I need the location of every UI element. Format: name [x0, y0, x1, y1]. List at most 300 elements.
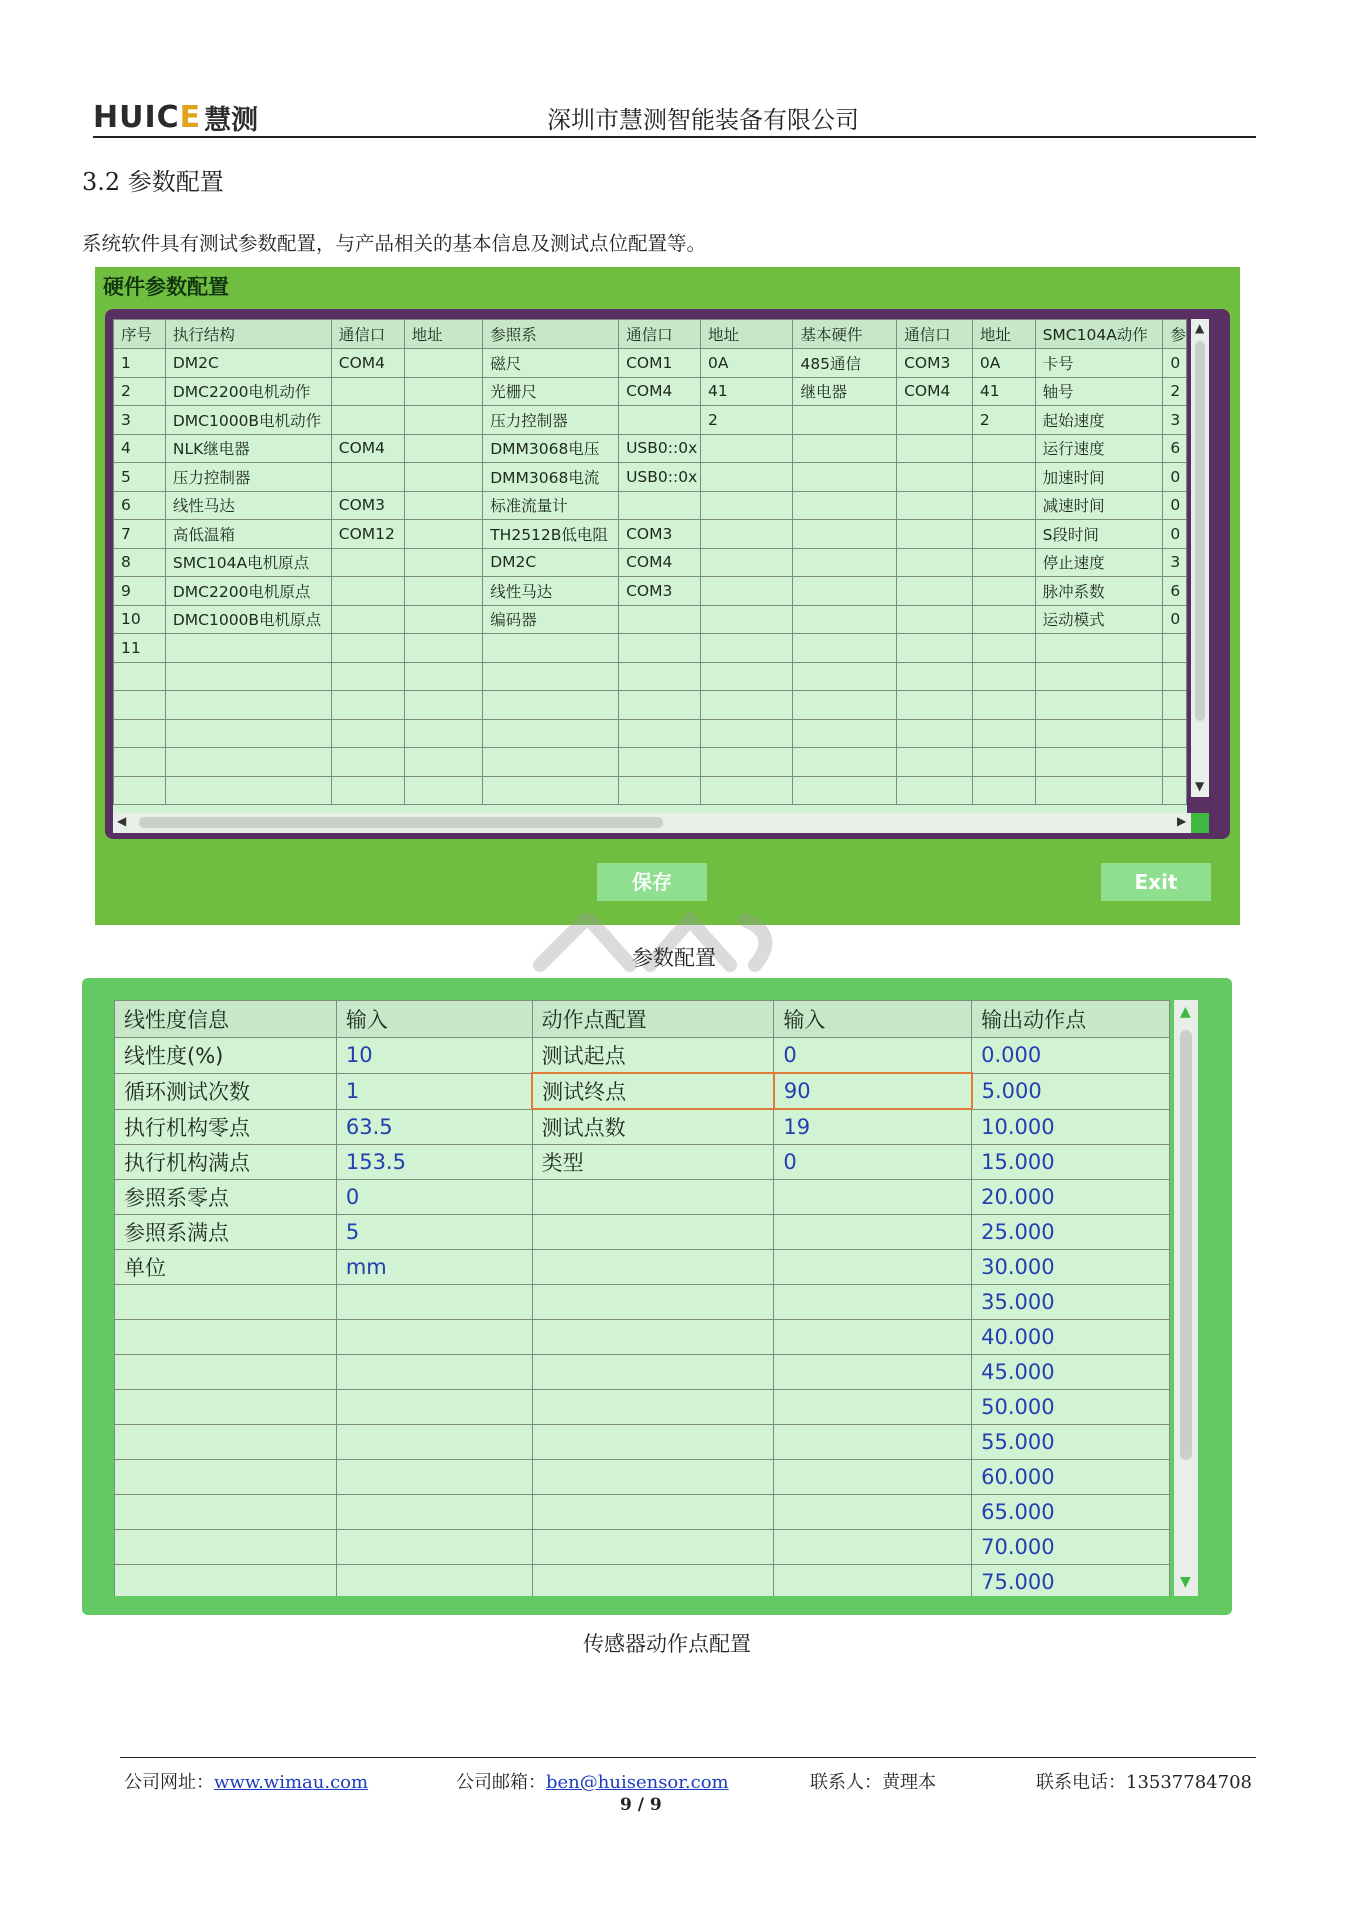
- table-row[interactable]: [115, 1390, 1170, 1425]
- column-header[interactable]: 地址: [972, 320, 1035, 349]
- footer-contact: 联系人：黄理本: [810, 1772, 936, 1793]
- table-cell[interactable]: 脉冲系数: [1035, 577, 1163, 606]
- table-row[interactable]: [115, 1180, 1170, 1215]
- column-header[interactable]: 线性度信息: [115, 1001, 337, 1038]
- table-cell[interactable]: COM4: [331, 349, 404, 378]
- table-cell[interactable]: [404, 548, 483, 577]
- table-row[interactable]: [114, 349, 1187, 378]
- table-cell[interactable]: [793, 434, 897, 463]
- input-cell[interactable]: [336, 1460, 532, 1495]
- table-cell[interactable]: [404, 463, 483, 492]
- table-cell[interactable]: COM4: [331, 434, 404, 463]
- table-cell[interactable]: 0A: [972, 349, 1035, 378]
- table-cell[interactable]: 41: [972, 377, 1035, 406]
- column-header[interactable]: 输入: [336, 1001, 532, 1038]
- input-cell[interactable]: [336, 1285, 532, 1320]
- table-cell[interactable]: [483, 691, 619, 720]
- table-cell[interactable]: [897, 463, 973, 492]
- table-cell[interactable]: 继电器: [793, 377, 897, 406]
- table-cell[interactable]: 线性马达: [165, 491, 331, 520]
- table-row[interactable]: [114, 691, 1187, 720]
- input-cell[interactable]: [774, 1285, 972, 1320]
- table-cell[interactable]: 41: [701, 377, 793, 406]
- table-cell[interactable]: [331, 748, 404, 777]
- table-cell[interactable]: COM3: [619, 577, 701, 606]
- input-cell[interactable]: mm: [336, 1250, 532, 1285]
- table-cell[interactable]: 485通信: [793, 349, 897, 378]
- table-cell[interactable]: [793, 634, 897, 663]
- hardware-config-title: 硬件参数配置: [103, 275, 229, 299]
- scroll-right-icon[interactable]: ▶: [1177, 814, 1187, 828]
- scrollbar-thumb[interactable]: [1195, 341, 1205, 721]
- column-header[interactable]: 地址: [404, 320, 483, 349]
- table-cell[interactable]: [114, 719, 166, 748]
- table-cell[interactable]: [1035, 691, 1163, 720]
- table-cell[interactable]: [701, 634, 793, 663]
- input-cell[interactable]: [336, 1530, 532, 1565]
- table-cell[interactable]: [114, 748, 166, 777]
- table-cell[interactable]: [619, 719, 701, 748]
- table-cell[interactable]: [165, 719, 331, 748]
- table-cell[interactable]: COM4: [619, 377, 701, 406]
- input-cell[interactable]: [336, 1495, 532, 1530]
- table-cell[interactable]: [793, 748, 897, 777]
- table-cell[interactable]: DMC2200电机动作: [165, 377, 331, 406]
- table-cell[interactable]: 9: [114, 577, 166, 606]
- table-cell[interactable]: [1035, 634, 1163, 663]
- input-cell[interactable]: [774, 1425, 972, 1460]
- table-cell[interactable]: [701, 605, 793, 634]
- column-header[interactable]: 执行结构: [165, 320, 331, 349]
- table-cell[interactable]: [483, 634, 619, 663]
- table-cell[interactable]: [404, 748, 483, 777]
- scrollbar-thumb[interactable]: [139, 817, 663, 828]
- table-cell[interactable]: [404, 605, 483, 634]
- table-cell[interactable]: [972, 577, 1035, 606]
- email-link[interactable]: ben@huisensor.com: [546, 1772, 729, 1793]
- input-cell[interactable]: [774, 1215, 972, 1250]
- table-cell[interactable]: [793, 406, 897, 435]
- table-cell[interactable]: [1163, 662, 1187, 691]
- table-cell[interactable]: COM4: [619, 548, 701, 577]
- table-row[interactable]: [114, 577, 1187, 606]
- input-cell[interactable]: 5: [336, 1215, 532, 1250]
- input-cell[interactable]: [774, 1530, 972, 1565]
- table-cell[interactable]: 0: [1163, 491, 1187, 520]
- table-cell[interactable]: [1035, 719, 1163, 748]
- table-cell[interactable]: [793, 776, 897, 805]
- input-cell[interactable]: [774, 1355, 972, 1390]
- table-cell[interactable]: TH2512B低电阻: [483, 520, 619, 549]
- input-cell[interactable]: [774, 1180, 972, 1215]
- table-cell[interactable]: SMC104A电机原点: [165, 548, 331, 577]
- table-cell[interactable]: [972, 662, 1035, 691]
- table-cell[interactable]: [404, 776, 483, 805]
- table-cell[interactable]: [897, 577, 973, 606]
- table-cell[interactable]: [793, 463, 897, 492]
- table-row[interactable]: [114, 748, 1187, 777]
- input-cell[interactable]: 0: [774, 1038, 972, 1074]
- table-cell[interactable]: [331, 548, 404, 577]
- input-cell[interactable]: [774, 1460, 972, 1495]
- table-cell[interactable]: [619, 776, 701, 805]
- table-cell[interactable]: DMC1000B电机原点: [165, 605, 331, 634]
- table-cell[interactable]: [619, 748, 701, 777]
- table-row[interactable]: [114, 434, 1187, 463]
- table-cell[interactable]: 3: [1163, 406, 1187, 435]
- table-cell[interactable]: [897, 748, 973, 777]
- input-cell[interactable]: [774, 1250, 972, 1285]
- table-cell[interactable]: [701, 719, 793, 748]
- table-row[interactable]: [115, 1495, 1170, 1530]
- table-cell[interactable]: [165, 748, 331, 777]
- table-cell[interactable]: [404, 377, 483, 406]
- input-cell[interactable]: 10: [336, 1038, 532, 1074]
- table-cell[interactable]: [897, 634, 973, 663]
- table-cell[interactable]: [897, 434, 973, 463]
- column-header[interactable]: SMC104A动作: [1035, 320, 1163, 349]
- input-cell[interactable]: [336, 1425, 532, 1460]
- table-cell[interactable]: [114, 662, 166, 691]
- table-cell[interactable]: [793, 662, 897, 691]
- table-cell[interactable]: [701, 748, 793, 777]
- table-cell[interactable]: [619, 605, 701, 634]
- table-cell[interactable]: [404, 691, 483, 720]
- table-cell[interactable]: S段时间: [1035, 520, 1163, 549]
- table-cell[interactable]: 停止速度: [1035, 548, 1163, 577]
- table-cell[interactable]: 编码器: [483, 605, 619, 634]
- table-row[interactable]: [114, 719, 1187, 748]
- table-cell[interactable]: [897, 548, 973, 577]
- table-row[interactable]: [114, 463, 1187, 492]
- input-cell[interactable]: 63.5: [336, 1109, 532, 1145]
- table-cell[interactable]: COM1: [619, 349, 701, 378]
- table-cell[interactable]: [897, 776, 973, 805]
- input-cell[interactable]: [774, 1320, 972, 1355]
- table-cell[interactable]: [331, 662, 404, 691]
- table-cell[interactable]: 0: [1163, 520, 1187, 549]
- table-cell[interactable]: [701, 463, 793, 492]
- table-cell[interactable]: [619, 406, 701, 435]
- table-row[interactable]: [114, 605, 1187, 634]
- table-cell[interactable]: [972, 691, 1035, 720]
- table-row[interactable]: [114, 634, 1187, 663]
- table-cell[interactable]: 加速时间: [1035, 463, 1163, 492]
- table-row[interactable]: [115, 1109, 1170, 1145]
- table-cell[interactable]: [897, 520, 973, 549]
- label-cell: 测试起点: [532, 1038, 774, 1074]
- table-row[interactable]: [115, 1460, 1170, 1495]
- table-cell[interactable]: [483, 748, 619, 777]
- table-cell[interactable]: 卡号: [1035, 349, 1163, 378]
- table-cell[interactable]: 光栅尺: [483, 377, 619, 406]
- table-cell[interactable]: [897, 605, 973, 634]
- table-cell[interactable]: 3: [1163, 548, 1187, 577]
- table-row[interactable]: [114, 406, 1187, 435]
- table-cell[interactable]: [972, 605, 1035, 634]
- input-cell[interactable]: 90: [774, 1073, 972, 1109]
- table-cell[interactable]: [331, 691, 404, 720]
- table-cell[interactable]: [331, 577, 404, 606]
- output-point-cell: 55.000: [972, 1425, 1170, 1460]
- input-cell[interactable]: [336, 1320, 532, 1355]
- input-cell[interactable]: [774, 1390, 972, 1425]
- website-link[interactable]: www.wimau.com: [214, 1772, 369, 1793]
- table-cell[interactable]: 3: [114, 406, 166, 435]
- table-cell[interactable]: COM3: [897, 349, 973, 378]
- table-cell[interactable]: [404, 662, 483, 691]
- table-cell[interactable]: [972, 748, 1035, 777]
- table-cell[interactable]: USB0::0x: [619, 434, 701, 463]
- scroll-up-icon[interactable]: ▲: [1180, 1004, 1191, 1020]
- table-cell[interactable]: 6: [114, 491, 166, 520]
- table-row[interactable]: [115, 1038, 1170, 1074]
- column-header[interactable]: 通信口: [331, 320, 404, 349]
- page-footer: [120, 1757, 1256, 1793]
- footer-website: 公司网址：www.wimau.com: [124, 1772, 369, 1793]
- table-cell[interactable]: [404, 434, 483, 463]
- table-cell[interactable]: 1: [114, 349, 166, 378]
- table-cell[interactable]: [1035, 748, 1163, 777]
- table-cell[interactable]: 2: [972, 406, 1035, 435]
- table-cell[interactable]: 0: [1163, 605, 1187, 634]
- column-header[interactable]: 基本硬件: [793, 320, 897, 349]
- table-row[interactable]: [115, 1565, 1170, 1597]
- table-cell[interactable]: [619, 634, 701, 663]
- table-cell[interactable]: 减速时间: [1035, 491, 1163, 520]
- scroll-down-icon[interactable]: ▼: [1180, 1574, 1191, 1590]
- table-row[interactable]: [115, 1355, 1170, 1390]
- table-cell[interactable]: [701, 548, 793, 577]
- table-cell[interactable]: [701, 577, 793, 606]
- table-row[interactable]: [115, 1320, 1170, 1355]
- table-cell[interactable]: [793, 520, 897, 549]
- column-header[interactable]: 输出动作点: [972, 1001, 1170, 1038]
- table-cell[interactable]: [404, 577, 483, 606]
- table-row[interactable]: [115, 1250, 1170, 1285]
- table-cell[interactable]: [701, 691, 793, 720]
- table-cell[interactable]: [114, 776, 166, 805]
- table-cell[interactable]: [1163, 691, 1187, 720]
- input-cell[interactable]: [336, 1565, 532, 1597]
- column-header[interactable]: 通信口: [619, 320, 701, 349]
- table-cell[interactable]: COM4: [897, 377, 973, 406]
- input-cell[interactable]: 1: [336, 1073, 532, 1109]
- table-cell[interactable]: [793, 719, 897, 748]
- table-cell[interactable]: 5: [114, 463, 166, 492]
- table-cell[interactable]: 10: [114, 605, 166, 634]
- table-cell[interactable]: [701, 662, 793, 691]
- input-cell[interactable]: [774, 1495, 972, 1530]
- table-cell[interactable]: [897, 491, 973, 520]
- table-cell[interactable]: [331, 377, 404, 406]
- table-cell[interactable]: [404, 406, 483, 435]
- table-cell[interactable]: 标准流量计: [483, 491, 619, 520]
- table-cell[interactable]: [404, 349, 483, 378]
- hardware-vertical-scrollbar[interactable]: [1191, 319, 1209, 797]
- table-row[interactable]: [115, 1215, 1170, 1250]
- table-cell[interactable]: [331, 719, 404, 748]
- table-cell[interactable]: USB0::0x: [619, 463, 701, 492]
- table-row[interactable]: [114, 662, 1187, 691]
- input-cell[interactable]: 0: [774, 1145, 972, 1180]
- input-cell[interactable]: [336, 1390, 532, 1425]
- table-cell[interactable]: [972, 634, 1035, 663]
- input-cell[interactable]: 19: [774, 1109, 972, 1145]
- hardware-horizontal-scrollbar[interactable]: [113, 813, 1191, 833]
- table-cell[interactable]: 磁尺: [483, 349, 619, 378]
- table-cell[interactable]: 0: [1163, 463, 1187, 492]
- table-cell[interactable]: [619, 662, 701, 691]
- table-cell[interactable]: [701, 434, 793, 463]
- table-cell[interactable]: [897, 662, 973, 691]
- table-cell[interactable]: [897, 719, 973, 748]
- save-button[interactable]: 保存: [597, 863, 707, 901]
- column-header[interactable]: 地址: [701, 320, 793, 349]
- table-cell[interactable]: [331, 634, 404, 663]
- column-header[interactable]: 序号: [114, 320, 166, 349]
- table-cell[interactable]: 线性马达: [483, 577, 619, 606]
- table-cell[interactable]: 压力控制器: [165, 463, 331, 492]
- table-cell[interactable]: 2: [1163, 377, 1187, 406]
- table-row[interactable]: [114, 377, 1187, 406]
- table-cell[interactable]: [1035, 776, 1163, 805]
- column-header[interactable]: 输入: [774, 1001, 972, 1038]
- table-cell[interactable]: [972, 463, 1035, 492]
- table-cell[interactable]: [793, 577, 897, 606]
- table-cell[interactable]: [331, 776, 404, 805]
- table-cell[interactable]: [331, 406, 404, 435]
- output-point-cell: 45.000: [972, 1355, 1170, 1390]
- table-cell[interactable]: DMC2200电机原点: [165, 577, 331, 606]
- table-cell[interactable]: [793, 691, 897, 720]
- scroll-up-icon[interactable]: ▲: [1195, 321, 1205, 335]
- table-cell[interactable]: [972, 520, 1035, 549]
- table-cell[interactable]: [619, 691, 701, 720]
- table-cell[interactable]: [701, 491, 793, 520]
- table-cell[interactable]: [404, 719, 483, 748]
- table-cell[interactable]: NLK继电器: [165, 434, 331, 463]
- table-cell[interactable]: [165, 691, 331, 720]
- table-cell[interactable]: [1163, 634, 1187, 663]
- table-row[interactable]: [115, 1530, 1170, 1565]
- table-cell[interactable]: 0A: [701, 349, 793, 378]
- table-cell[interactable]: [619, 491, 701, 520]
- table-cell[interactable]: COM3: [619, 520, 701, 549]
- table-row[interactable]: [115, 1285, 1170, 1320]
- table-cell[interactable]: [972, 776, 1035, 805]
- column-header[interactable]: 参照系: [483, 320, 619, 349]
- table-cell[interactable]: [897, 406, 973, 435]
- output-point-cell: 50.000: [972, 1390, 1170, 1425]
- input-cell[interactable]: 0: [336, 1180, 532, 1215]
- input-cell[interactable]: [336, 1355, 532, 1390]
- table-cell[interactable]: 0: [1163, 349, 1187, 378]
- table-cell[interactable]: [404, 520, 483, 549]
- table-cell[interactable]: [483, 662, 619, 691]
- table-cell[interactable]: 运动模式: [1035, 605, 1163, 634]
- table-cell[interactable]: [114, 691, 166, 720]
- table-row[interactable]: [114, 548, 1187, 577]
- table-row[interactable]: [115, 1145, 1170, 1180]
- table-row[interactable]: [114, 776, 1187, 805]
- table-cell[interactable]: [483, 719, 619, 748]
- table-cell[interactable]: [897, 691, 973, 720]
- table-cell[interactable]: COM3: [331, 491, 404, 520]
- label-cell: [115, 1425, 337, 1460]
- table-cell[interactable]: 2: [701, 406, 793, 435]
- table-cell[interactable]: DM2C: [483, 548, 619, 577]
- table-cell[interactable]: 8: [114, 548, 166, 577]
- exit-button[interactable]: Exit: [1101, 863, 1211, 901]
- table-cell[interactable]: [972, 434, 1035, 463]
- table-cell[interactable]: 高低温箱: [165, 520, 331, 549]
- table-cell[interactable]: [793, 491, 897, 520]
- table-cell[interactable]: DMC1000B电机动作: [165, 406, 331, 435]
- table-cell[interactable]: [1035, 662, 1163, 691]
- input-cell[interactable]: [774, 1565, 972, 1597]
- table-cell[interactable]: [331, 605, 404, 634]
- table-cell[interactable]: [972, 548, 1035, 577]
- table-cell[interactable]: [165, 662, 331, 691]
- table-cell[interactable]: [701, 520, 793, 549]
- table-cell[interactable]: [1163, 776, 1187, 805]
- table-cell[interactable]: [165, 776, 331, 805]
- table-cell[interactable]: 11: [114, 634, 166, 663]
- table-cell[interactable]: 6: [1163, 434, 1187, 463]
- table-cell[interactable]: [165, 634, 331, 663]
- table-cell[interactable]: [404, 634, 483, 663]
- table-cell[interactable]: DM2C: [165, 349, 331, 378]
- table-cell[interactable]: [483, 776, 619, 805]
- scroll-left-icon[interactable]: ◀: [117, 814, 127, 828]
- table-cell[interactable]: 轴号: [1035, 377, 1163, 406]
- table-cell[interactable]: 压力控制器: [483, 406, 619, 435]
- action-point-vertical-scrollbar[interactable]: [1174, 1000, 1198, 1596]
- table-cell[interactable]: [972, 491, 1035, 520]
- table-cell[interactable]: [331, 463, 404, 492]
- column-header[interactable]: 参: [1163, 320, 1187, 349]
- scroll-down-icon[interactable]: ▼: [1195, 779, 1205, 793]
- table-cell[interactable]: [972, 719, 1035, 748]
- table-cell[interactable]: 起始速度: [1035, 406, 1163, 435]
- scrollbar-thumb[interactable]: [1180, 1030, 1192, 1460]
- table-cell[interactable]: 运行速度: [1035, 434, 1163, 463]
- label-cell: [532, 1460, 774, 1495]
- column-header[interactable]: 动作点配置: [532, 1001, 774, 1038]
- table-cell[interactable]: 6: [1163, 577, 1187, 606]
- table-cell[interactable]: [793, 605, 897, 634]
- table-row[interactable]: [114, 520, 1187, 549]
- table-cell[interactable]: DMM3068电流: [483, 463, 619, 492]
- table-cell[interactable]: [701, 776, 793, 805]
- table-row[interactable]: [115, 1425, 1170, 1460]
- table-cell[interactable]: [404, 491, 483, 520]
- table-cell[interactable]: [793, 548, 897, 577]
- label-cell: 循环测试次数: [115, 1073, 337, 1109]
- table-cell[interactable]: [1163, 748, 1187, 777]
- table-cell[interactable]: 7: [114, 520, 166, 549]
- table-cell[interactable]: 2: [114, 377, 166, 406]
- table-cell[interactable]: DMM3068电压: [483, 434, 619, 463]
- table-row[interactable]: [114, 491, 1187, 520]
- table-cell[interactable]: COM12: [331, 520, 404, 549]
- table-row[interactable]: [115, 1073, 1170, 1109]
- input-cell[interactable]: 153.5: [336, 1145, 532, 1180]
- column-header[interactable]: 通信口: [897, 320, 973, 349]
- table-cell[interactable]: [1163, 719, 1187, 748]
- table-cell[interactable]: 4: [114, 434, 166, 463]
